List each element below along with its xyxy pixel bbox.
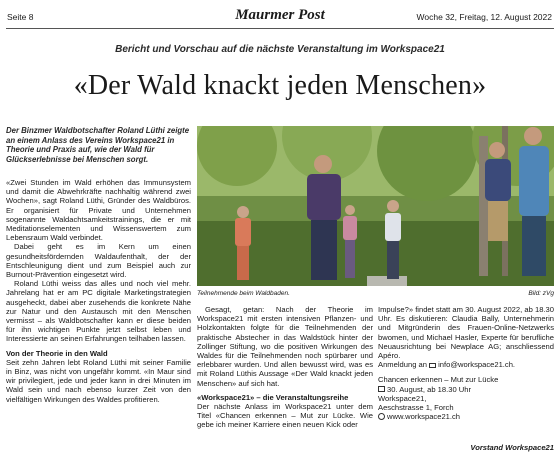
subheading: «Workspace21» – die Veranstaltungsreihe: [197, 392, 349, 402]
event-title: Chancen erkennen – Mut zur Lücke: [378, 375, 499, 385]
website-link[interactable]: www.workspace21.ch: [387, 412, 461, 422]
signup-prefix: Anmeldung an: [378, 360, 427, 370]
paragraph: Der nächste Anlass im Workspace21 unter dem Titel «Chancen erkennen – Mut zur Lücke. Wie gebe ich meiner Karriere einen neuen Kick oder: [197, 402, 373, 430]
author-signature: Vorstand Workspace21: [470, 443, 554, 452]
paragraph: Dabei geht es im Kern um einen gesundheitsfördernden Waldaufenthalt, der der Entschleunigung dient und zum Beispiel auch zur Burnout-Prävention eingesetzt wird.: [6, 242, 191, 280]
article-kicker: Bericht und Vorschau auf die nächste Veranstaltung im Workspace21: [115, 44, 445, 55]
calendar-icon: [378, 386, 385, 392]
paragraph: Roland Lüthi weiss das alles und noch viel mehr. Jahrelang hat er am PC digitale Marketingstrategien ausgeheckt, dabei aber zusehends die konkrete Nähe zur Natur und den Austausch mit den Menschen vermisst – als Waldbotschafter kann er diese beiden für ihn wichtigen Punkte jetzt selbst leben und Interessierte an seinen Erfahrungen teilhaben lassen.: [6, 279, 191, 344]
issue-date: Woche 32, Freitag, 12. August 2022: [416, 12, 552, 22]
column-1: [6, 178, 191, 404]
paragraph: «Zwei Stunden im Wald erhöhen das Immunsystem und damit die Abwehrkräfte nachhaltig während zwei Wochen», sagt Roland Lüthi, Gründer des Waldbüros. Er organisiert für Private und Unternehmen sogenannte Waldachtsamkeitstrainings, die er mit Meditationselementen und Wissenswertem zum Lebensraum Wald verbindet.: [6, 178, 191, 243]
column-3: [378, 305, 554, 421]
photo-caption: Teilnehmende beim Waldbaden.: [197, 290, 290, 297]
forest-bathing-photo: [197, 126, 554, 286]
paragraph: Seit zehn Jahren lebt Roland Lüthi mit seiner Familie in Binz, was nicht von ungefähr kommt. «In Maur sind wir privilegiert, jede und jeder kann in drei Minuten im Wald sein und nach ebenso kurzer Zeit von den vielfältigen Wirkungen des Waldes profitieren.: [6, 357, 191, 404]
envelope-icon: [429, 363, 436, 368]
email-link[interactable]: info@workspace21.ch.: [438, 360, 516, 370]
event-date: 30. August, ab 18.30 Uhr: [387, 384, 472, 394]
header-rule: [6, 28, 554, 29]
newspaper-logo: Maurmer Post: [235, 7, 325, 23]
photo-credit: Bild: zVg: [528, 290, 554, 297]
signup-line: [378, 360, 554, 369]
page-number: Seite 8: [7, 12, 34, 22]
article-title: «Der Wald knackt jeden Menschen»: [73, 70, 487, 101]
website-line: [378, 412, 554, 421]
paragraph: Impulse?» findet statt am 30. August 2022, ab 18.30 Uhr. Es diskutieren: Claudia Bally, Unternehmerin und Mitgründerin des Frauen-Online-Netzwerks bwomen, und Michael Hasler, Experte für berufliche Neuausrichtung bei Newplace AG; anschliessend Apéro.: [378, 305, 554, 361]
globe-icon: [378, 413, 385, 420]
address: Aeschstrasse 1, Forch: [378, 403, 454, 413]
paragraph: Gesagt, getan: Nach der Theorie im Workspace21 mit ersten intensiven Pflanzen- und Holzkontakten folgte für die Teilnehmenden der praktische Abstecher in das Waldstück hinter der Zollinger Stiftung, wo die positiven Wirkungen des Waldes für die Teilnehmenden noch spürbarer und erlebbarer wurden. Und allen bewusst wird, was es mit Roland Lüthis Aussage «Der Wald knackt jeden Menschen» auf sich hat.: [197, 305, 373, 388]
forest-scene: [197, 126, 554, 286]
page-header: [0, 0, 560, 30]
article-lead: Der Binzmer Waldbotschafter Roland Lüthi zeigte an einem Anlass des Vereins Workspace21 in Theorie und Praxis auf, wie der Wald für Glückserlebnisse bei Menschen sorgt.: [6, 126, 190, 164]
event-date-line: [378, 385, 554, 394]
venue: Workspace21,: [378, 393, 427, 403]
subheading: Von der Theorie in den Wald: [6, 348, 108, 358]
column-2: [197, 305, 373, 430]
person: [519, 127, 549, 276]
